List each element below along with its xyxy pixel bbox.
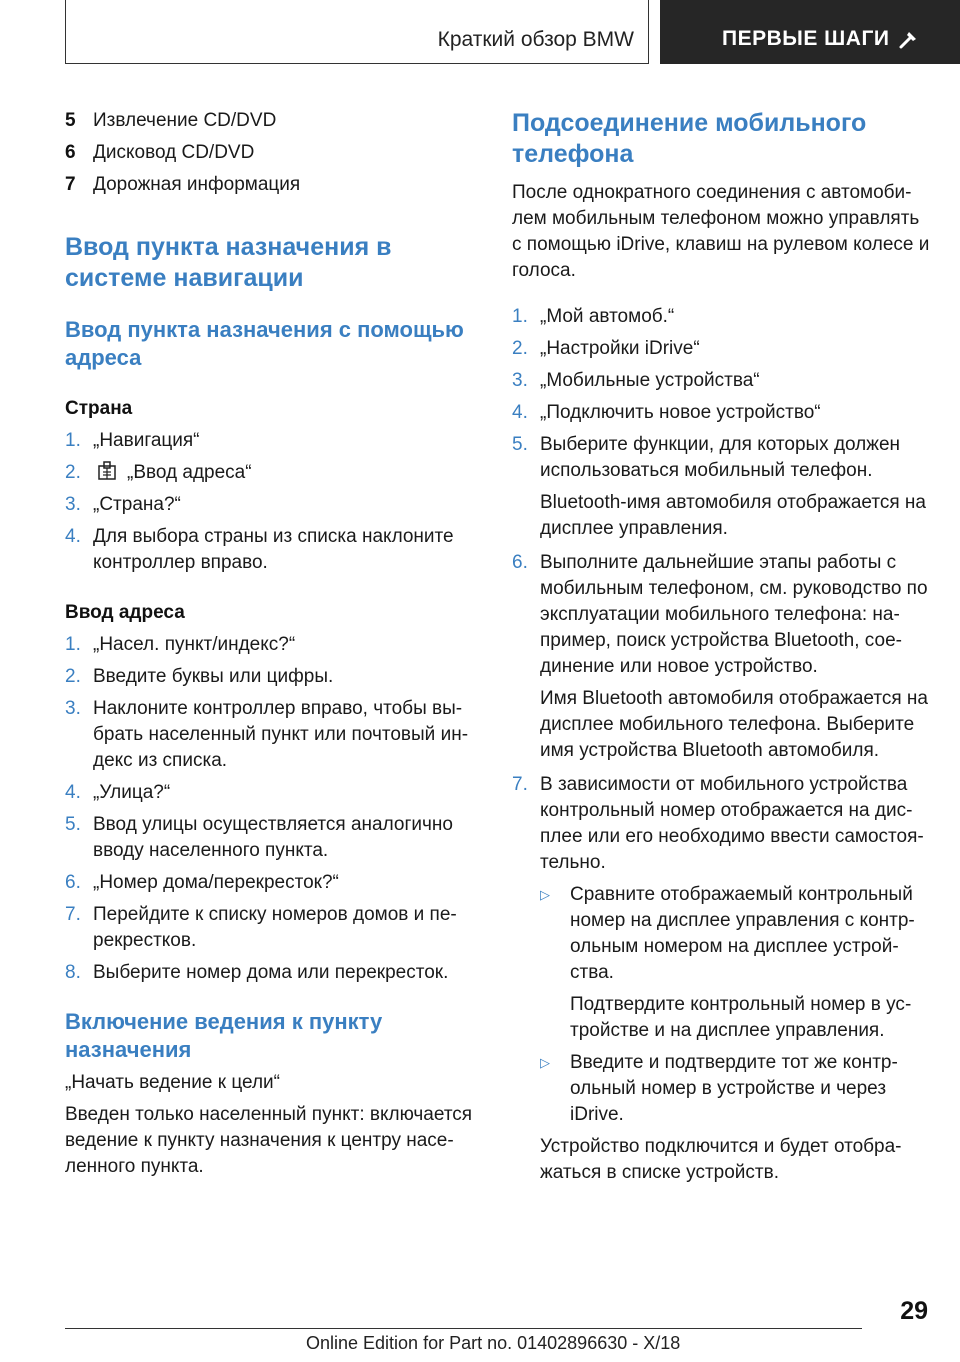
step-text: „Улица?“ xyxy=(93,782,171,803)
step-text: „Страна?“ xyxy=(93,494,181,515)
step-text: „Навигация“ xyxy=(93,430,200,451)
step-text: Выполните дальнейшие этапы работы с мобильным телефоном, см. руководство по эксплуатации мобильного телефона: например, поиск устройства Bluetooth, соединение или новое устройство. xyxy=(540,552,928,677)
step-text: Выберите функции, для которых должен использоваться мобильный телефон. xyxy=(540,434,901,481)
item-number: 7 xyxy=(65,174,76,195)
footer-edition: Online Edition for Part no. 01402896630 - X/18 xyxy=(306,1333,681,1353)
step-text: „Подключить новое устройство“ xyxy=(540,402,821,423)
list-item xyxy=(65,960,480,986)
step-number: 2. xyxy=(65,666,81,687)
address-book-icon xyxy=(97,461,117,481)
triangle-bullet-icon: ▷ xyxy=(540,887,550,902)
step-text: Ввод улицы осуществляется аналогично вводу населенного пункта. xyxy=(93,814,453,861)
bullet-text: Сравните отображаемый контрольный номер на дисплее управления с контрольным номером на дисплее устройства. xyxy=(570,884,915,983)
address-steps xyxy=(65,632,480,986)
step-number: 7. xyxy=(65,904,81,925)
list-item xyxy=(65,812,480,864)
step-text: Для выбора страны из списка наклоните контроллер вправо. xyxy=(93,526,454,573)
item-number: 5 xyxy=(65,110,76,131)
item-text: Дисковод CD/DVD xyxy=(93,142,255,163)
triangle-bullet-icon: ▷ xyxy=(540,1055,550,1070)
step-text: „Ввод адреса“ xyxy=(127,462,252,483)
page-header xyxy=(0,0,960,66)
step-text: „Насел. пункт/индекс?“ xyxy=(93,634,296,655)
list-item xyxy=(512,772,932,876)
item-text: Дорожная информация xyxy=(93,174,301,195)
step-number: 3. xyxy=(65,698,81,719)
list-item xyxy=(65,870,480,896)
list-item xyxy=(65,428,480,454)
step-number: 2. xyxy=(512,338,528,359)
page-number: 29 xyxy=(900,1297,928,1325)
country-heading: Страна xyxy=(65,398,133,419)
step-note: Bluetooth-имя автомобиля отображается на дисплее управления. xyxy=(540,492,926,539)
wrench-icon xyxy=(898,28,920,50)
list-item xyxy=(512,336,932,362)
list-item xyxy=(65,524,480,576)
item-number: 6 xyxy=(65,142,76,163)
step-text: Введите буквы или цифры. xyxy=(93,666,334,687)
step-number: 3. xyxy=(512,370,528,391)
step-number: 1. xyxy=(512,306,528,327)
step-number: 6. xyxy=(65,872,81,893)
bullet-item xyxy=(540,1050,932,1128)
list-item xyxy=(65,696,480,774)
step-text: В зависимости от мобильного устройства контрольный номер отображается на дисплее или его необходимо ввести самостоятельно. xyxy=(540,774,924,873)
section-tab xyxy=(660,0,960,64)
bullet-note: Подтвердите контрольный номер в устройстве и на дисплее управления. xyxy=(570,994,912,1041)
step-text: „Мой автомоб.“ xyxy=(540,306,675,327)
list-item xyxy=(512,368,932,394)
step-number: 3. xyxy=(65,494,81,515)
list-item xyxy=(512,400,932,426)
final-note: Устройство подключится и будет отображаться в списке устройств. xyxy=(540,1136,902,1183)
section-heading-phone: Подсоединение мобильного телефона xyxy=(512,109,867,168)
list-item xyxy=(65,664,480,690)
list-item xyxy=(65,780,480,806)
step-note: Имя Bluetooth автомобиля отображается на дисплее мобильного телефона. Выберите имя устройства Bluetooth автомобиля. xyxy=(540,688,928,761)
step-number: 5. xyxy=(512,434,528,455)
component-list xyxy=(65,108,480,198)
step-number: 4. xyxy=(512,402,528,423)
list-item xyxy=(512,550,932,680)
step-text: „Номер дома/перекресток?“ xyxy=(93,872,339,893)
step-text: Выберите номер дома или перекресток. xyxy=(93,962,449,983)
step-text: „Мобильные устройства“ xyxy=(540,370,760,391)
step-text: Наклоните контроллер вправо, чтобы выбрать населенный пункт или почтовый индекс из списка. xyxy=(93,698,469,771)
step-number: 1. xyxy=(65,634,81,655)
list-item xyxy=(65,460,480,486)
phone-steps xyxy=(512,304,932,1186)
step-number: 6. xyxy=(512,552,528,573)
list-item xyxy=(512,432,932,484)
phone-intro: После однократного соединения с автомобилем мобильным телефоном можно управлять с помощью iDrive, клавиш на рулевом колесе и голоса. xyxy=(512,182,930,281)
bullet-item xyxy=(540,882,932,986)
list-item xyxy=(65,172,480,198)
step-text: „Настройки iDrive“ xyxy=(540,338,700,359)
step-number: 2. xyxy=(65,462,81,483)
header-title-box xyxy=(65,0,649,64)
guidance-text: Введен только населенный пункт: включается ведение к пункту назначения к центру населенного пункта. xyxy=(65,1104,473,1177)
header-title: Краткий обзор BMW xyxy=(437,28,634,51)
step-number: 4. xyxy=(65,526,81,547)
guidance-command: „Начать ведение к цели“ xyxy=(65,1072,280,1093)
list-item xyxy=(65,632,480,658)
list-item xyxy=(65,492,480,518)
footer-divider xyxy=(65,1328,862,1329)
subsection-heading-address: Ввод пункта назначения с помощью адреса xyxy=(65,317,464,370)
list-item xyxy=(65,108,480,134)
bullet-text: Введите и подтвердите тот же контрольный номер в устройстве и через iDrive. xyxy=(570,1052,898,1125)
step-number: 1. xyxy=(65,430,81,451)
left-column xyxy=(65,108,480,1180)
country-steps xyxy=(65,428,480,576)
address-heading: Ввод адреса xyxy=(65,602,185,623)
list-item xyxy=(512,304,932,330)
list-item xyxy=(65,140,480,166)
subsection-heading-guidance: Включение ведения к пункту назначения xyxy=(65,1009,383,1062)
item-text: Извлечение CD/DVD xyxy=(93,110,277,131)
section-heading-navigation: Ввод пункта назначения в системе навигации xyxy=(65,233,392,292)
list-item xyxy=(65,902,480,954)
right-column xyxy=(512,108,932,1194)
step-number: 5. xyxy=(65,814,81,835)
step-text: Перейдите к списку номеров домов и перекрестков. xyxy=(93,904,457,951)
step-number: 4. xyxy=(65,782,81,803)
step-number: 8. xyxy=(65,962,81,983)
section-label: ПЕРВЫЕ ШАГИ xyxy=(722,27,890,50)
step-number: 7. xyxy=(512,774,528,795)
